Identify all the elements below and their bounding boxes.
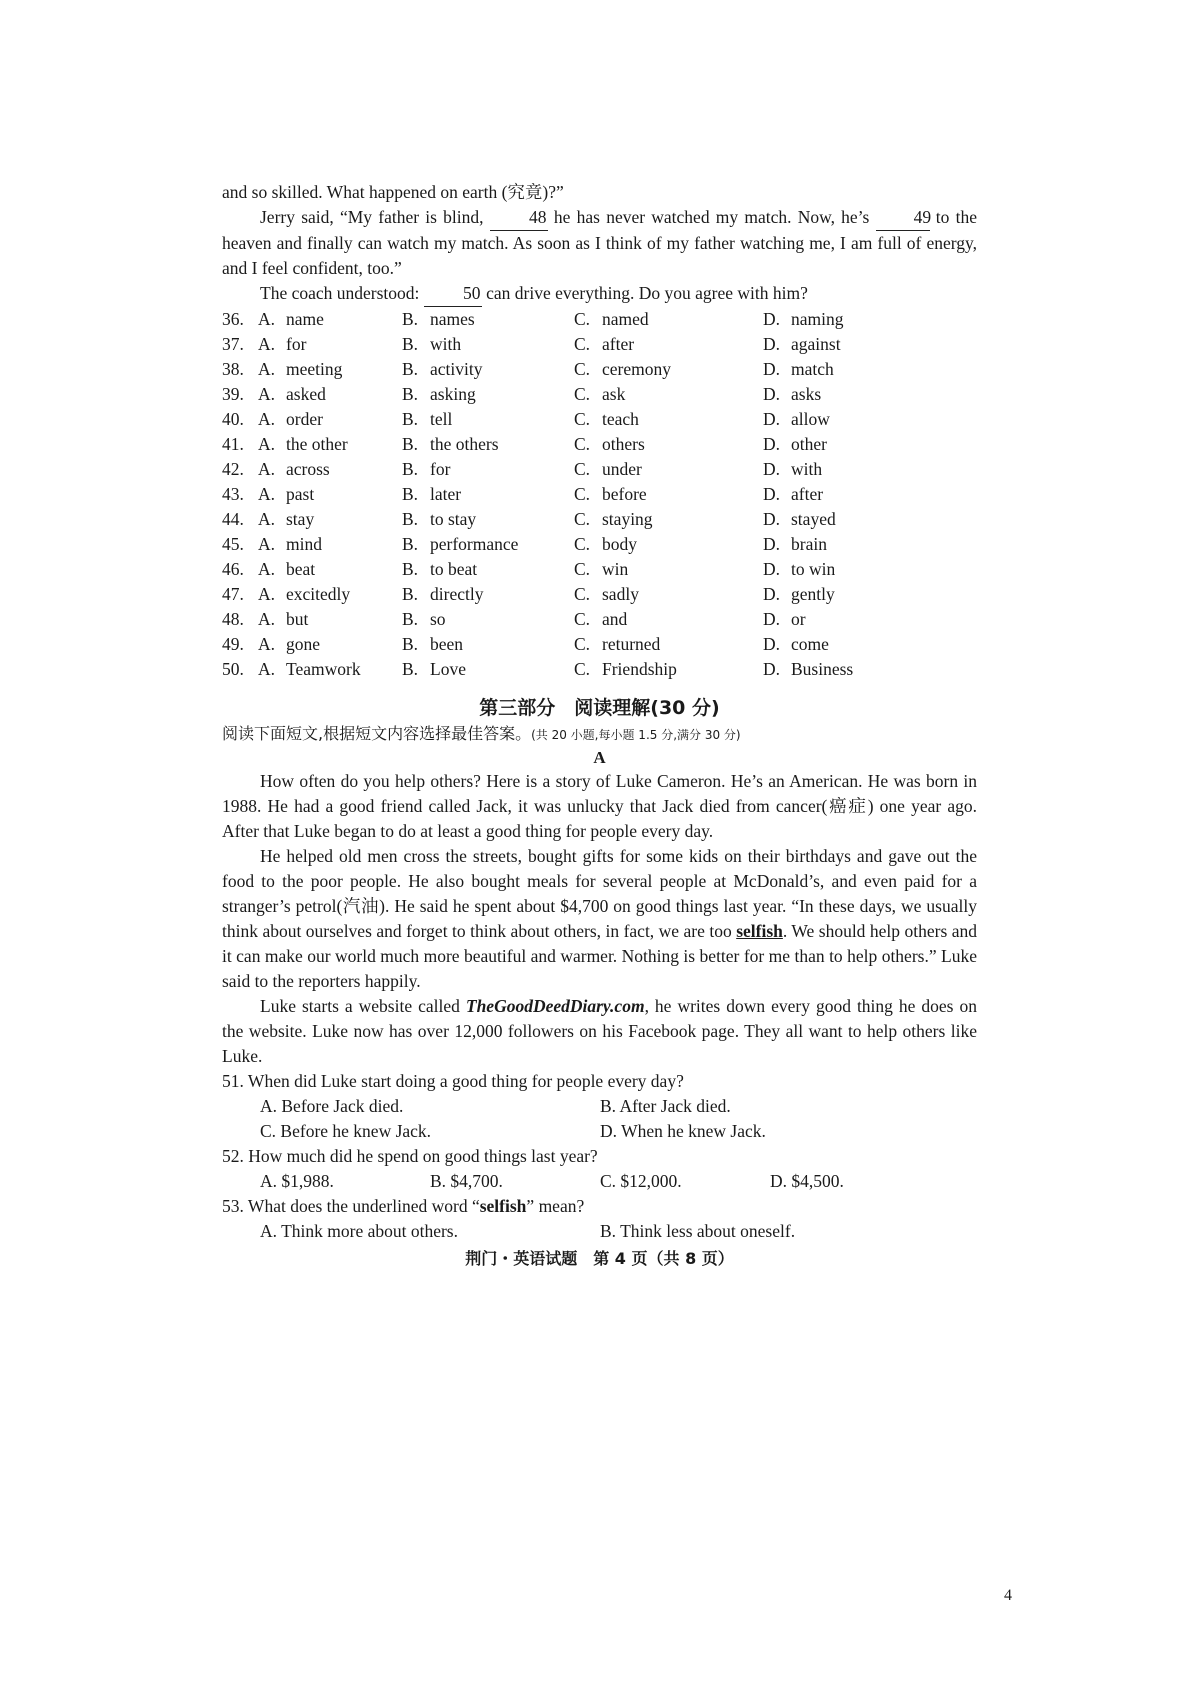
option-text: against	[791, 334, 841, 354]
question-51: 51. When did Luke start doing a good thing for people every day?	[222, 1071, 684, 1091]
option-text: activity	[430, 359, 483, 379]
option-text: Teamwork	[286, 659, 361, 679]
option-letter: C.	[574, 359, 591, 379]
option-letter: B.	[402, 484, 419, 504]
option-d	[763, 632, 963, 657]
answer-option: A. Think more about others.	[260, 1221, 458, 1241]
option-c	[574, 582, 763, 607]
text-segment: , he writes down every good thing he does on the website. Luke now has over 12,000 followers on his Facebook page. They all want to help others like Luke.	[222, 996, 977, 1066]
option-a	[258, 532, 402, 557]
option-text: but	[286, 609, 309, 629]
jerry-paragraph	[222, 205, 977, 281]
answer-option: D. When he knew Jack.	[600, 1121, 766, 1141]
option-a	[258, 457, 402, 482]
option-d	[763, 532, 963, 557]
option-letter: B.	[402, 459, 419, 479]
option-text: with	[430, 334, 462, 354]
option-text: meeting	[286, 359, 343, 379]
option-text: later	[430, 484, 462, 504]
option-c	[574, 557, 763, 582]
option-text: the other	[286, 434, 348, 454]
question-number: 39.	[222, 384, 244, 404]
option-text: gone	[286, 634, 321, 654]
option-a	[258, 507, 402, 532]
option-letter: B.	[402, 534, 419, 554]
instructions-scoring: (共 20 小题,每小题 1.5 分,满分 30 分)	[531, 728, 741, 742]
option-letter: A.	[258, 409, 276, 429]
option-text: after	[602, 334, 635, 354]
option-text: asked	[286, 384, 326, 404]
option-letter: D.	[763, 659, 781, 679]
option-a	[258, 357, 402, 382]
question-52: 52. How much did he spend on good things last year?	[222, 1146, 598, 1166]
option-c	[574, 532, 763, 557]
option-b	[402, 382, 574, 407]
option-letter: C.	[574, 534, 591, 554]
question-number: 44.	[222, 509, 244, 529]
option-b	[402, 607, 574, 632]
option-letter: C.	[574, 484, 591, 504]
option-d	[763, 482, 963, 507]
blank-49: 49	[876, 205, 930, 231]
option-letter: D.	[763, 359, 781, 379]
option-row	[222, 432, 963, 457]
option-letter: D.	[763, 584, 781, 604]
answer-option: A. $1,988.	[260, 1171, 334, 1191]
option-c	[574, 307, 763, 332]
option-letter: C.	[574, 409, 591, 429]
option-text: name	[286, 309, 324, 329]
option-text: allow	[791, 409, 830, 429]
question-number: 47.	[222, 584, 244, 604]
option-text: staying	[602, 509, 653, 529]
blank-48: 48	[490, 205, 548, 231]
option-b	[402, 457, 574, 482]
option-row	[222, 482, 963, 507]
option-c	[574, 607, 763, 632]
option-text: stayed	[791, 509, 836, 529]
option-d	[763, 582, 963, 607]
question-number: 41.	[222, 434, 244, 454]
question-53	[222, 1194, 977, 1219]
text-segment: can drive everything. Do you agree with him?	[481, 283, 808, 303]
option-c	[574, 632, 763, 657]
option-a	[258, 632, 402, 657]
text-segment: ” mean?	[526, 1196, 585, 1216]
option-text: to win	[791, 559, 836, 579]
text-segment: The coach understood:	[260, 283, 424, 303]
answer-option: B. After Jack died.	[600, 1096, 731, 1116]
question-number: 40.	[222, 409, 244, 429]
option-text: beat	[286, 559, 316, 579]
option-a	[258, 432, 402, 457]
option-c	[574, 457, 763, 482]
page-content	[222, 180, 977, 1272]
option-a	[258, 382, 402, 407]
option-d	[763, 382, 963, 407]
option-letter: A.	[258, 434, 276, 454]
option-text: ask	[602, 384, 626, 404]
option-letter: B.	[402, 559, 419, 579]
option-letter: B.	[402, 584, 419, 604]
option-text: Business	[791, 659, 854, 679]
option-text: across	[286, 459, 330, 479]
option-b	[402, 507, 574, 532]
option-row	[222, 582, 963, 607]
option-a	[258, 607, 402, 632]
option-d	[763, 357, 963, 382]
page-footer: 荆门・英语试题 第 4 页（共 8 页）	[465, 1249, 734, 1268]
page-number: 4	[1004, 1587, 1012, 1604]
reading-paragraph-1: How often do you help others? Here is a story of Luke Cameron. He’s an American. He was born in 1988. He had a good friend called Jack, it was unlucky that Jack died from cancer(癌症) one year ago. After that Luke began to do at least a good thing for people every day.	[222, 771, 977, 841]
option-letter: A.	[258, 309, 276, 329]
option-row	[222, 507, 963, 532]
option-letter: D.	[763, 434, 781, 454]
option-letter: A.	[258, 534, 276, 554]
option-letter: B.	[402, 634, 419, 654]
cloze-options	[222, 307, 963, 682]
option-b	[402, 432, 574, 457]
option-b	[402, 557, 574, 582]
option-d	[763, 657, 963, 682]
passage-letter: A	[593, 748, 606, 767]
option-c	[574, 382, 763, 407]
option-letter: A.	[258, 484, 276, 504]
option-letter: B.	[402, 434, 419, 454]
option-text: tell	[430, 409, 453, 429]
option-text: been	[430, 634, 464, 654]
option-c	[574, 482, 763, 507]
option-text: the others	[430, 434, 499, 454]
option-b	[402, 307, 574, 332]
option-text: asking	[430, 384, 476, 404]
option-row	[222, 557, 963, 582]
option-text: teach	[602, 409, 639, 429]
option-letter: B.	[402, 384, 419, 404]
option-letter: B.	[402, 509, 419, 529]
option-row	[222, 607, 963, 632]
option-text: after	[791, 484, 824, 504]
option-b	[402, 582, 574, 607]
question-number: 46.	[222, 559, 244, 579]
option-letter: C.	[574, 309, 591, 329]
text-segment: Jerry said, “My father is blind,	[260, 207, 490, 227]
answer-row	[222, 1219, 977, 1244]
option-a	[258, 307, 402, 332]
option-a	[258, 407, 402, 432]
question-number: 50.	[222, 659, 244, 679]
option-letter: C.	[574, 659, 591, 679]
option-letter: A.	[258, 609, 276, 629]
option-a	[258, 557, 402, 582]
option-d	[763, 407, 963, 432]
section-instructions	[222, 722, 977, 747]
option-b	[402, 657, 574, 682]
option-text: directly	[430, 584, 484, 604]
underlined-word: selfish	[736, 921, 783, 941]
coach-paragraph	[222, 281, 977, 307]
option-a	[258, 332, 402, 357]
answer-option: C. $12,000.	[600, 1171, 682, 1191]
option-text: win	[602, 559, 629, 579]
answer-row	[222, 1119, 977, 1144]
option-text: match	[791, 359, 834, 379]
option-letter: B.	[402, 409, 419, 429]
option-letter: C.	[574, 434, 591, 454]
reading-paragraph-2	[222, 844, 977, 994]
option-row	[222, 407, 963, 432]
option-letter: B.	[402, 609, 419, 629]
reading-paragraph-3	[222, 994, 977, 1069]
option-row	[222, 382, 963, 407]
option-letter: C.	[574, 459, 591, 479]
option-c	[574, 507, 763, 532]
option-letter: D.	[763, 309, 781, 329]
text-segment: . We should help others and it can make our world much more beautiful and warmer. Nothing is better for me than to help others.” Luke said to the reporters happily.	[222, 921, 977, 991]
option-letter: C.	[574, 384, 591, 404]
option-a	[258, 582, 402, 607]
option-text: excitedly	[286, 584, 351, 604]
option-text: past	[286, 484, 315, 504]
option-letter: B.	[402, 309, 419, 329]
option-d	[763, 307, 963, 332]
option-letter: D.	[763, 384, 781, 404]
text-segment: 53. What does the underlined word “	[222, 1196, 480, 1216]
option-letter: D.	[763, 634, 781, 654]
option-c	[574, 657, 763, 682]
option-letter: A.	[258, 359, 276, 379]
option-letter: C.	[574, 584, 591, 604]
option-a	[258, 482, 402, 507]
option-text: ceremony	[602, 359, 671, 379]
option-text: body	[602, 534, 637, 554]
option-d	[763, 607, 963, 632]
option-b	[402, 332, 574, 357]
text-segment: to the heaven and finally can watch my match. As soon as I think of my father watching me, I am full of energy, and I feel confident, too.”	[222, 207, 977, 278]
option-text: mind	[286, 534, 322, 554]
option-letter: D.	[763, 509, 781, 529]
option-text: for	[286, 334, 307, 354]
option-text: returned	[602, 634, 661, 654]
option-letter: D.	[763, 609, 781, 629]
option-c	[574, 332, 763, 357]
option-text: Friendship	[602, 659, 677, 679]
option-d	[763, 457, 963, 482]
option-letter: D.	[763, 334, 781, 354]
section-title: 第三部分 阅读理解(30 分)	[479, 697, 720, 719]
option-d	[763, 432, 963, 457]
answer-option: C. Before he knew Jack.	[260, 1121, 432, 1141]
option-letter: C.	[574, 609, 591, 629]
option-text: gently	[791, 584, 835, 604]
option-row	[222, 532, 963, 557]
option-row	[222, 307, 963, 332]
instructions-text: 阅读下面短文,根据短文内容选择最佳答案。	[222, 724, 532, 743]
option-text: performance	[430, 534, 519, 554]
option-text: Love	[430, 659, 466, 679]
option-c	[574, 357, 763, 382]
question-number: 43.	[222, 484, 244, 504]
option-text: stay	[286, 509, 315, 529]
answer-option: D. $4,500.	[770, 1171, 844, 1191]
option-text: come	[791, 634, 829, 654]
question-number: 42.	[222, 459, 244, 479]
option-text: so	[430, 609, 446, 629]
option-text: before	[602, 484, 647, 504]
option-text: named	[602, 309, 649, 329]
question-number: 49.	[222, 634, 244, 654]
option-letter: D.	[763, 559, 781, 579]
option-text: to stay	[430, 509, 477, 529]
option-letter: B.	[402, 359, 419, 379]
option-b	[402, 357, 574, 382]
option-row	[222, 657, 963, 682]
answer-option: B. $4,700.	[430, 1171, 503, 1191]
option-text: others	[602, 434, 645, 454]
option-text: other	[791, 434, 827, 454]
option-letter: D.	[763, 534, 781, 554]
blank-50: 50	[424, 281, 482, 307]
option-text: and	[602, 609, 628, 629]
option-letter: A.	[258, 459, 276, 479]
passage-line: and so skilled. What happened on earth (究竟)?”	[222, 182, 564, 202]
question-number: 38.	[222, 359, 244, 379]
option-letter: A.	[258, 634, 276, 654]
option-b	[402, 532, 574, 557]
option-b	[402, 632, 574, 657]
answer-option: A. Before Jack died.	[260, 1096, 404, 1116]
text-segment: He helped old men cross the streets, bought gifts for some kids on their birthdays and gave out the food to the poor people. He also bought meals for several people at McDonald’s, and even paid for a stranger’s petrol(汽油). He said he spent about $4,700 on good things last year. “In these days, we usually think about ourselves and forget to think about others, in fact, we are too	[222, 846, 977, 941]
keyword: selfish	[479, 1196, 527, 1216]
option-letter: B.	[402, 334, 419, 354]
option-letter: B.	[402, 659, 419, 679]
answer-row	[222, 1094, 977, 1119]
website-name: TheGoodDeedDiary.com	[465, 996, 645, 1016]
option-text: naming	[791, 309, 844, 329]
option-c	[574, 432, 763, 457]
option-d	[763, 332, 963, 357]
option-letter: C.	[574, 634, 591, 654]
text-segment: he has never watched my match. Now, he’s	[547, 207, 876, 227]
question-number: 45.	[222, 534, 244, 554]
text-segment: Luke starts a website called	[260, 996, 466, 1016]
option-row	[222, 357, 963, 382]
question-number: 48.	[222, 609, 244, 629]
option-letter: C.	[574, 509, 591, 529]
option-letter: A.	[258, 659, 276, 679]
answer-row	[222, 1169, 977, 1194]
option-text: for	[430, 459, 451, 479]
option-letter: D.	[763, 459, 781, 479]
option-row	[222, 632, 963, 657]
answer-option: B. Think less about oneself.	[600, 1221, 796, 1241]
option-letter: D.	[763, 409, 781, 429]
question-number: 36.	[222, 309, 244, 329]
option-text: brain	[791, 534, 827, 554]
option-letter: A.	[258, 334, 276, 354]
option-letter: C.	[574, 334, 591, 354]
option-letter: A.	[258, 509, 276, 529]
option-b	[402, 407, 574, 432]
option-letter: A.	[258, 559, 276, 579]
option-letter: D.	[763, 484, 781, 504]
option-letter: C.	[574, 559, 591, 579]
option-b	[402, 482, 574, 507]
option-text: names	[430, 309, 475, 329]
option-row	[222, 457, 963, 482]
option-text: sadly	[602, 584, 639, 604]
option-text: asks	[791, 384, 822, 404]
option-row	[222, 332, 963, 357]
option-d	[763, 557, 963, 582]
option-text: to beat	[430, 559, 478, 579]
option-text: with	[791, 459, 823, 479]
option-text: or	[791, 609, 806, 629]
option-text: order	[286, 409, 323, 429]
option-d	[763, 507, 963, 532]
option-letter: A.	[258, 584, 276, 604]
option-text: under	[602, 459, 642, 479]
option-letter: A.	[258, 384, 276, 404]
option-a	[258, 657, 402, 682]
question-number: 37.	[222, 334, 244, 354]
option-c	[574, 407, 763, 432]
